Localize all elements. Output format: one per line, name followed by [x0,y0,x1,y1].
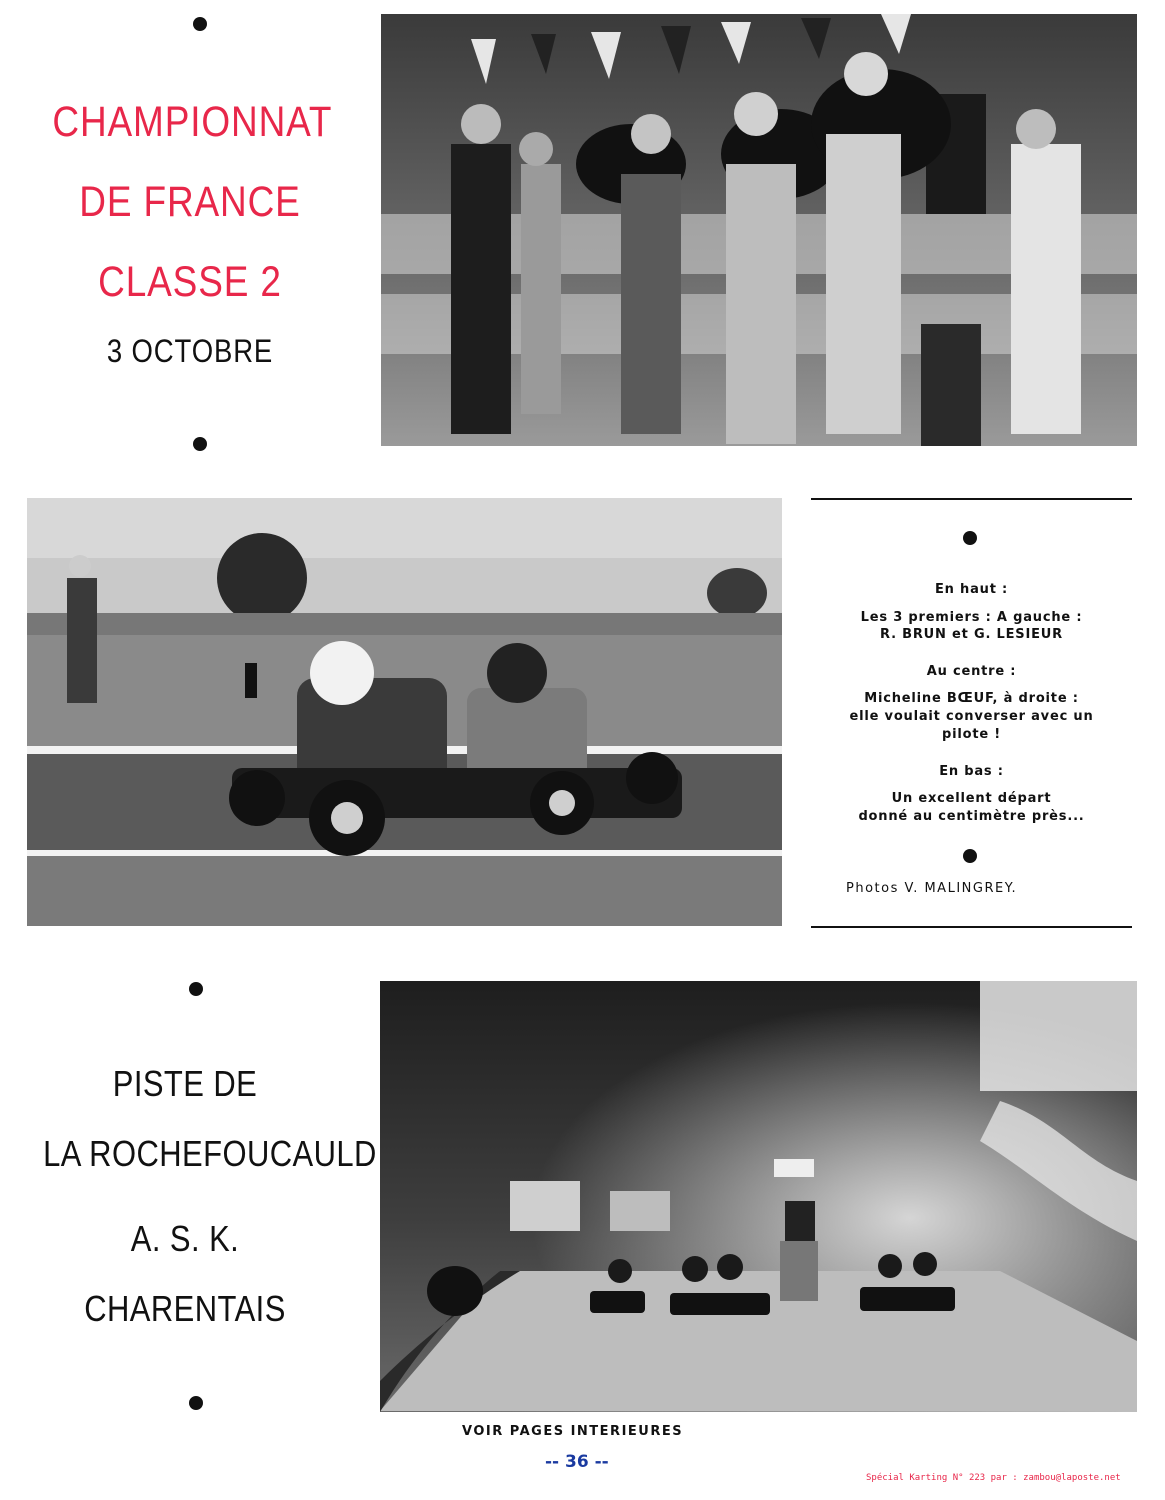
podium-photo [381,14,1137,446]
photo-caption-box [811,498,1132,928]
caption-center-line: Micheline BŒUF, à droite : [864,691,1079,706]
photo-credit: Photos V. MALINGREY. [846,881,1018,896]
caption-bottom-line: Un excellent départ [891,791,1052,806]
source-credit: Spécial Karting N° 223 par : zambou@laposte.net [866,1473,1121,1483]
bullet-dot [193,437,207,451]
caption-center-heading: Au centre : [926,664,1017,679]
caption-top-line: Les 3 premiers : A gauche : [860,610,1083,625]
venue-line-1: PISTE DE [112,1063,258,1104]
bullet-dot [189,1396,203,1410]
caption-top-line: R. BRUN et G. LESIEUR [880,627,1063,642]
caption-center-line: pilote ! [941,727,1002,742]
race-start-photo [380,981,1137,1412]
title-line-3: CLASSE 2 [98,258,282,306]
venue-line-3: A. S. K. [130,1218,240,1259]
venue-line-2: LA ROCHEFOUCAULD [43,1133,377,1174]
bullet-dot [193,17,207,31]
page-number: -- 36 -- [545,1452,609,1472]
venue-line-4: CHARENTAIS [84,1288,286,1329]
see-inner-pages-note: VOIR PAGES INTERIEURES [462,1424,684,1439]
caption-bottom-line: donné au centimètre près... [858,809,1085,824]
bullet-dot [963,849,977,863]
karts-photo [27,498,782,926]
bullet-dot [189,982,203,996]
event-date: 3 OCTOBRE [106,333,274,369]
caption-bottom-heading: En bas : [939,764,1004,779]
caption-center-line: elle voulait converser avec un [849,709,1094,724]
caption-top-heading: En haut : [934,582,1009,597]
title-line-2: DE FRANCE [79,178,301,226]
bullet-dot [963,531,977,545]
title-line-1: CHAMPIONNAT [52,98,333,146]
